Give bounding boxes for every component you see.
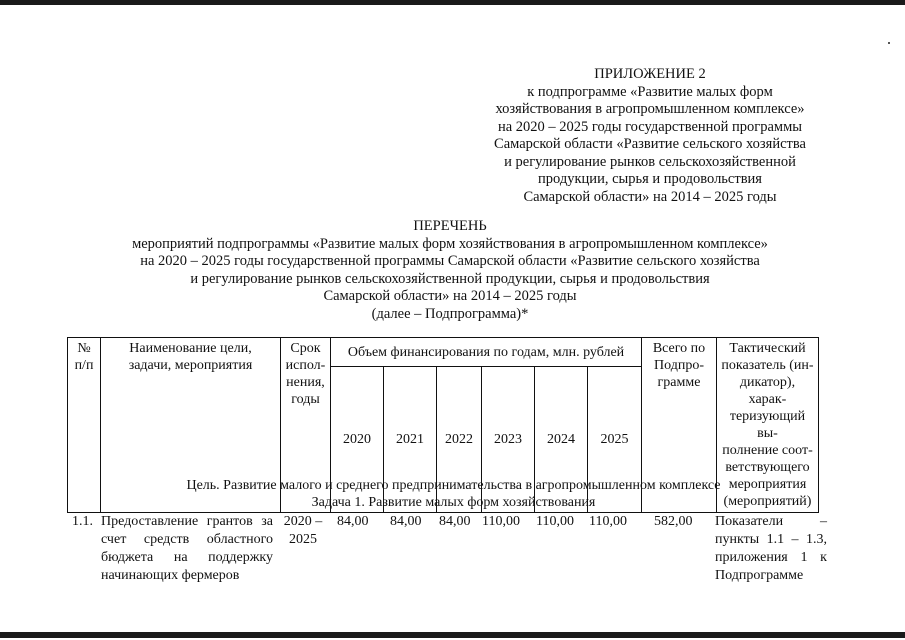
header-number: № п/п	[68, 338, 101, 513]
heading-line: мероприятий подпрограммы «Развитие малых форм хозяйствования в агропромышленном комплексе»	[132, 235, 768, 252]
year-2024: 2024	[535, 367, 588, 513]
heading-line: и регулирование рынков сельскохозяйственной продукции, сырья и продовольствия	[190, 270, 710, 287]
row-name: Предоставление грантов за счет средств областного бюджета на поддержку начинающих фермеров	[101, 514, 273, 583]
row-total: 582,00	[654, 514, 693, 529]
appendix-line: и регулирование рынков сельскохозяйственной	[504, 153, 796, 170]
appendix-block	[470, 66, 830, 206]
row-term: 2020 – 2025	[283, 514, 323, 547]
heading-line: Самарской области» на 2014 – 2025 годы	[323, 288, 577, 304]
header-total: Всего по Подпро- грамме	[642, 338, 717, 513]
row-value-2024: 110,00	[536, 514, 574, 529]
appendix-line: Самарской области» на 2014 – 2025 годы	[523, 188, 777, 205]
year-2025: 2025	[588, 367, 642, 513]
bottom-border	[0, 632, 905, 638]
row-value-2025: 110,00	[589, 514, 627, 529]
year-2020: 2020	[331, 367, 384, 513]
appendix-line: к подпрограмме «Развитие малых форм	[527, 83, 773, 100]
row-number: 1.1.	[72, 514, 93, 529]
row-value-2022: 84,00	[439, 514, 471, 529]
row-value-2021: 84,00	[390, 514, 422, 529]
top-border	[0, 0, 905, 5]
header-name: Наименование цели, задачи, мероприятия	[101, 338, 281, 513]
year-2022: 2022	[437, 367, 482, 513]
goal-block	[67, 477, 840, 511]
heading-line: на 2020 – 2025 годы государственной программы Самарской области «Развитие сельского хозяйства	[140, 253, 760, 269]
header-indicator: Тактический показатель (ин- дикатор), харак- теризующий вы- полнение соот- ветствующего мероприятия (мероприятий)	[717, 338, 819, 513]
appendix-line: продукции, сырья и продовольствия	[538, 171, 762, 187]
year-2023: 2023	[482, 367, 535, 513]
appendix-line: на 2020 – 2025 годы государственной программы	[497, 118, 803, 135]
appendix-line: Самарской области «Развитие сельского хозяйства	[494, 136, 806, 152]
document-title: ПЕРЕЧЕНЬ	[413, 218, 487, 234]
row-value-2020: 84,00	[337, 514, 369, 529]
row-indicator: Показатели – пункты 1.1 – 1.3, приложения 1 к Подпрограмме	[715, 514, 827, 583]
document-heading	[90, 218, 810, 323]
row-value-2023: 110,00	[482, 514, 520, 529]
scan-speck	[888, 42, 890, 44]
appendix-line: хозяйствования в агропромышленном комплексе»	[495, 101, 805, 117]
year-2021: 2021	[384, 367, 437, 513]
task-line: Задача 1. Развитие малых форм хозяйствования	[311, 495, 596, 510]
heading-line: (далее – Подпрограмма)*	[371, 305, 529, 322]
goal-line: Цель. Развитие малого и среднего предпринимательства в агропромышленном комплексе	[186, 478, 721, 493]
appendix-title: ПРИЛОЖЕНИЕ 2	[594, 66, 706, 82]
header-term: Срок испол- нения, годы	[281, 338, 331, 513]
header-funding: Объем финансирования по годам, млн. рублей	[331, 338, 642, 367]
